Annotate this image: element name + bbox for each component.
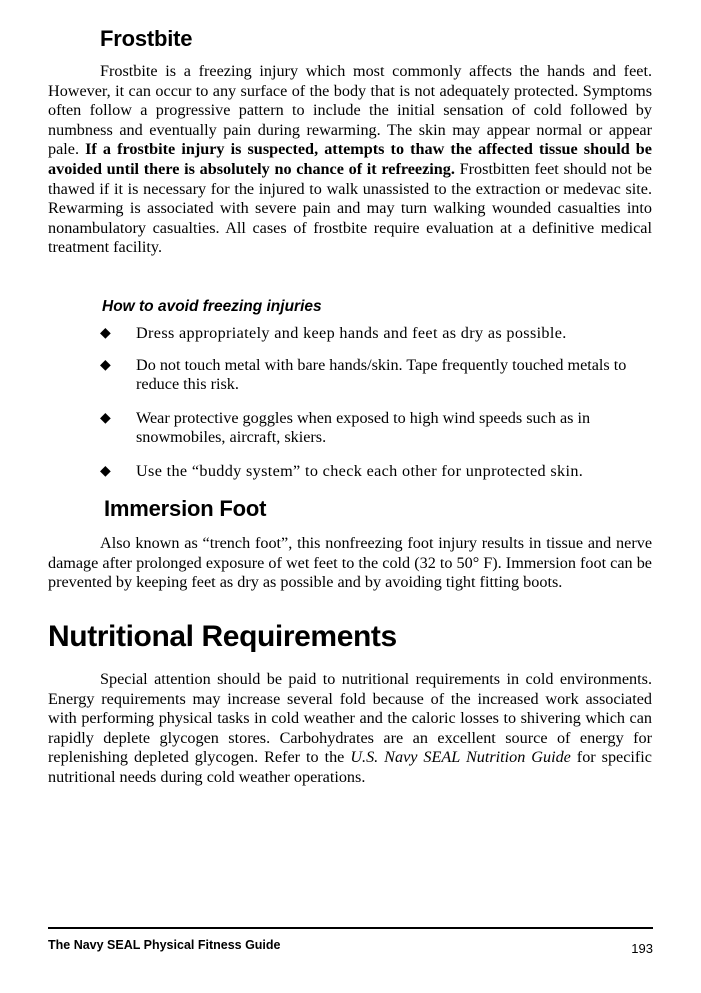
frostbite-paragraph-part-3: Frostbitten feet should not be thawed if it is necessary for the injured to walk unassisted to the extraction or medevac site. Rewarming is associated with severe pain and may turn walking wounded casualties into nonambulatory casualties. All cases of frostbite require evaluation at a definitive medical treatment facility. — [48, 159, 652, 257]
nutritional-requirements-heading: Nutritional Requirements — [48, 620, 397, 653]
how-to-avoid-freezing-injuries-subheading: How to avoid freezing injuries — [102, 298, 322, 315]
diamond-bullet-icon: ◆ — [100, 325, 111, 341]
nutritional-requirements-paragraph — [48, 670, 652, 788]
frostbite-heading: Frostbite — [100, 26, 193, 51]
frostbite-paragraph-part-1: Frostbite is a freezing injury which most commonly affects the hands and feet. However, it can occur to any surface of the body that is not adequately protected. Symptoms often follow a progressive pattern to include the initial sensation of cold followed by numbness and eventually pain during rewarming. The skin may appear normal or appear pale. — [48, 62, 652, 159]
list-item — [100, 324, 656, 344]
list-item — [100, 356, 656, 395]
immersion-foot-paragraph: Also known as “trench foot”, this nonfreezing foot injury results in tissue and nerve damage after prolonged exposure of wet feet to the cold (32 to 50° F). Immersion foot can be prevented by keeping feet as dry as possible and by avoiding tight fitting boots. — [48, 534, 652, 592]
nutrition-paragraph-part-3: for specific nutritional needs during cold weather operations. — [48, 748, 652, 786]
footer-divider — [48, 927, 653, 929]
nutrition-guide-title-citation: U.S. Navy SEAL Nutrition Guide — [350, 748, 571, 767]
frostbite-paragraph — [48, 62, 652, 258]
list-item — [100, 409, 656, 448]
footer-page-number: 193 — [631, 941, 653, 956]
diamond-bullet-icon: ◆ — [100, 409, 111, 426]
diamond-bullet-icon: ◆ — [100, 462, 111, 479]
footer-title: The Navy SEAL Physical Fitness Guide — [48, 938, 281, 952]
list-item-text: Wear protective goggles when exposed to high wind speeds such as in snowmobiles, aircraft, skiers. — [136, 408, 591, 447]
immersion-foot-heading: Immersion Foot — [104, 496, 267, 521]
list-item-text: Do not touch metal with bare hands/skin. Tape frequently touched metals to reduce this risk. — [136, 355, 627, 394]
list-item — [100, 462, 656, 482]
nutrition-paragraph-part-1: Special attention should be paid to nutritional requirements in cold environments. Energy requirements may increase several fold because of the increased work associated with performing physical tasks in cold weather and the caloric losses to shivering which can rapidly deplete glycogen stores. Carbohydrates are an excellent source of energy for replenishing depleted glycogen. Refer to the — [48, 670, 652, 767]
list-item-text: Dress appropriately and keep hands and feet as dry as possible. — [136, 324, 567, 342]
avoid-injuries-bullet-list — [100, 324, 656, 494]
diamond-bullet-icon: ◆ — [100, 356, 111, 373]
list-item-text: Use the “buddy system” to check each other for unprotected skin. — [136, 461, 584, 480]
frostbite-paragraph-emphasis: If a frostbite injury is suspected, attempts to thaw the affected tissue should be avoided until there is absolutely no chance of it refreezing. — [48, 140, 652, 178]
